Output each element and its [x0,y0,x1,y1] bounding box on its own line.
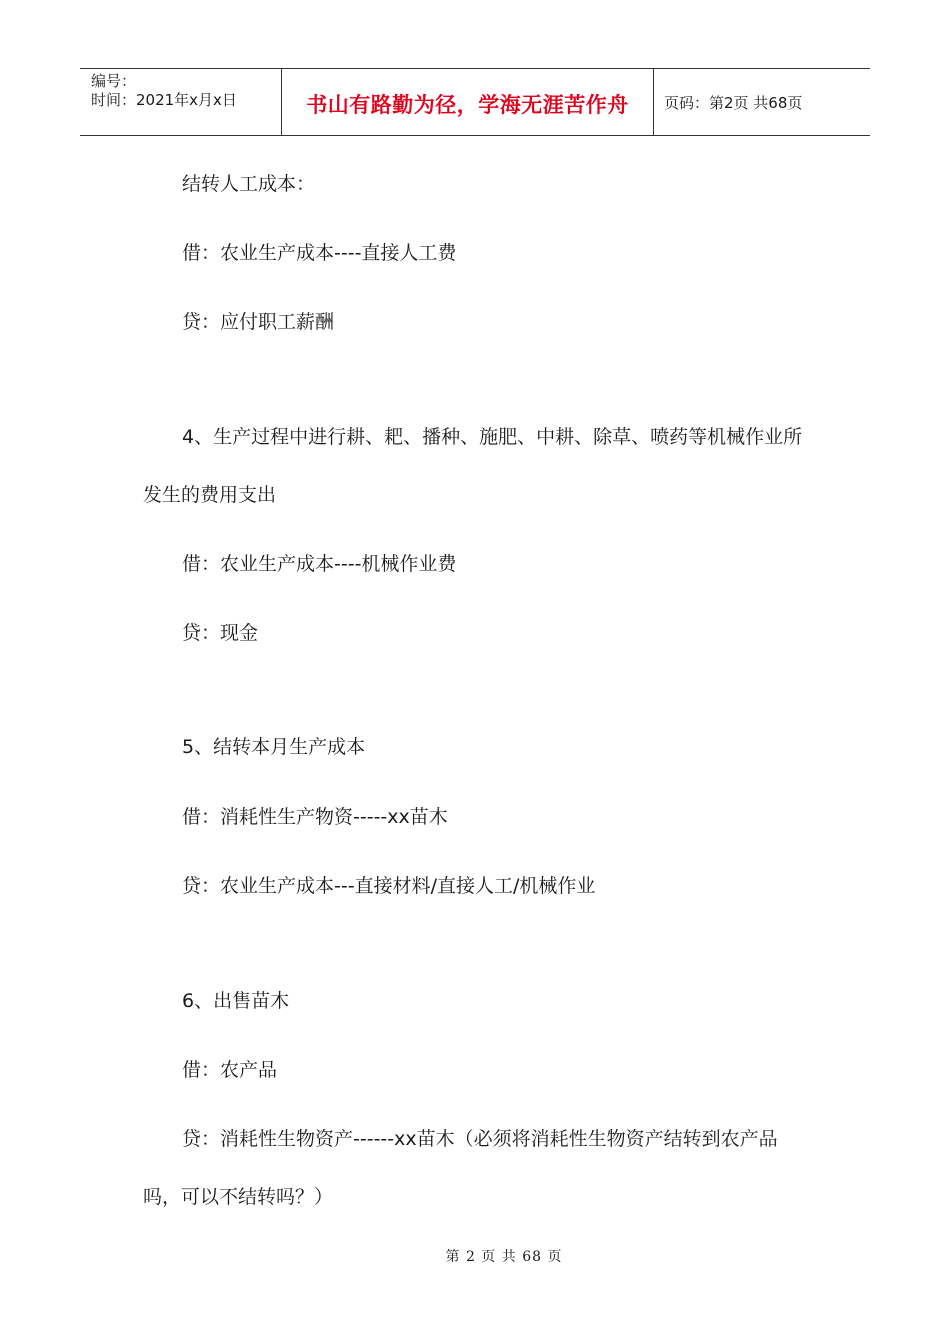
paragraph-line: 6、出售苗木 [182,990,290,1012]
paragraph-line: 借：消耗性生产物资-----xx苗木 [182,806,448,828]
paragraph-line: 吗，可以不结转吗？） [143,1186,334,1208]
paragraph-line: 借：农产品 [182,1059,278,1081]
paragraph-line: 4、生产过程中进行耕、耙、播种、施肥、中耕、除草、喷药等机械作业所 [182,426,803,448]
header-motto: 书山有路勤为径，学海无涯苦作舟 [281,69,654,135]
paragraph-line: 贷：现金 [182,622,259,644]
paragraph-line: 贷：消耗性生物资产------xx苗木（必须将消耗性生物资产结转到农产品 [182,1128,778,1150]
paragraph-line: 5、结转本月生产成本 [182,736,366,758]
paragraph-line: 借：农业生产成本----直接人工费 [182,242,457,264]
page-header [80,68,870,136]
paragraph-line: 结转人工成本： [182,173,316,195]
header-page-number: 页码：第2页 共68页 [664,94,803,112]
page-footer: 第 2 页 共 68 页 [445,1249,563,1265]
paragraph-line: 贷：农业生产成本---直接材料/直接人工/机械作业 [182,875,596,897]
header-meta [80,69,281,135]
paragraph-line: 借：农业生产成本----机械作业费 [182,553,457,575]
paragraph-line: 发生的费用支出 [143,484,277,506]
document-number-label: 编号： [91,72,137,90]
document-time-label: 时间：2021年x月x日 [91,91,237,109]
paragraph-line: 贷：应付职工薪酬 [182,311,335,333]
